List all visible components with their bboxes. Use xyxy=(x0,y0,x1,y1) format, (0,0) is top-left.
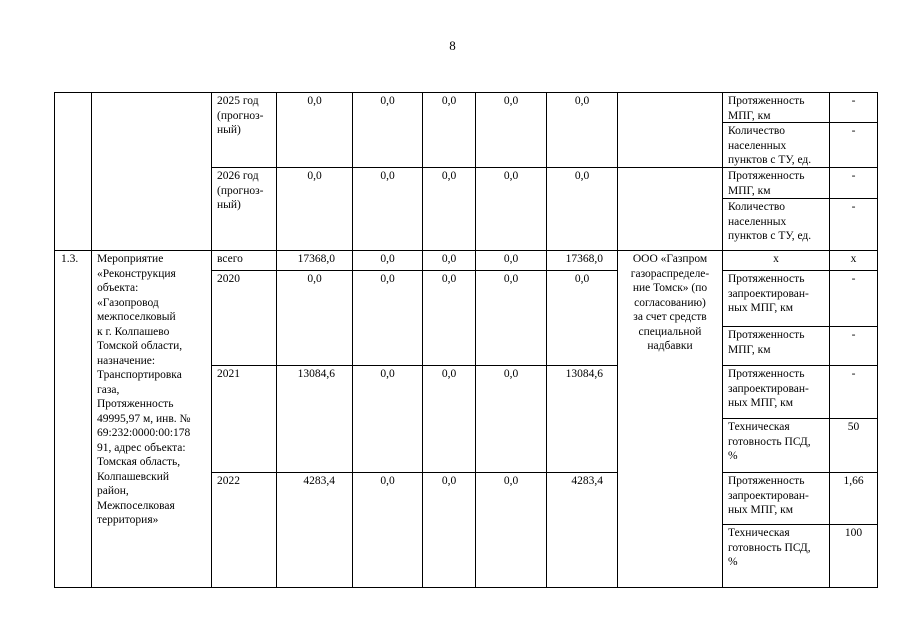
year-label: 2020 xyxy=(217,273,240,285)
indicator-name: х xyxy=(773,253,779,265)
indicator-name: Протяженность запроектирован- ных МПГ, км xyxy=(728,368,809,409)
value-cell: 13084,6 xyxy=(297,368,335,380)
indicator-value: 50 xyxy=(847,421,860,433)
value-cell: 0,0 xyxy=(574,170,590,182)
indicator-name: Протяженность МПГ, км xyxy=(728,170,805,197)
indicator-value: 100 xyxy=(844,527,863,539)
indicator-name: Протяженность запроектирован- ных МПГ, км xyxy=(728,273,809,314)
indicator-value: - xyxy=(851,95,856,107)
value-cell: 0,0 xyxy=(441,170,457,182)
year-label: 2026 год (прогноз- ный) xyxy=(217,170,264,211)
year-label: 2021 xyxy=(217,368,240,380)
year-label: 2025 год (прогноз- ный) xyxy=(217,95,264,136)
value-cell: 0,0 xyxy=(503,253,519,265)
value-cell: 0,0 xyxy=(503,475,519,487)
indicator-value: - xyxy=(851,201,856,213)
measure-description: Мероприятие «Реконструкция объекта: «Газопровод межпоселковый к г. Колпашево Томской области, назначение: Транспортировка газа, Протяженность 49995,97 м, инв. № 69:232:0000:00:178 91, адрес объекта: Томская область, Колпашевский район, Межпоселковая территория» xyxy=(97,253,191,526)
value-cell: 0,0 xyxy=(380,95,395,107)
indicator-value: х xyxy=(850,253,857,265)
indicator-name: Количество населенных пунктов с ТУ, ед. xyxy=(728,125,812,166)
indicator-name: Техническая готовность ПСД, % xyxy=(728,421,811,462)
value-cell: 0,0 xyxy=(441,253,457,265)
value-cell: 0,0 xyxy=(574,273,590,285)
value-cell: 4283,4 xyxy=(303,475,335,487)
indicator-value: - xyxy=(851,273,856,285)
value-cell: 0,0 xyxy=(380,273,395,285)
value-cell: 17368,0 xyxy=(565,253,603,265)
indicator-value: - xyxy=(851,329,856,341)
value-cell: 0,0 xyxy=(503,95,519,107)
indicator-name: Протяженность МПГ, км xyxy=(728,329,805,356)
value-cell: 0,0 xyxy=(307,170,322,182)
value-cell: 0,0 xyxy=(307,95,322,107)
value-cell: 13084,6 xyxy=(565,368,603,380)
indicator-value: - xyxy=(851,125,856,137)
value-cell: 0,0 xyxy=(441,368,457,380)
value-cell: 0,0 xyxy=(441,273,457,285)
value-cell: 0,0 xyxy=(503,368,519,380)
value-cell: 0,0 xyxy=(380,253,395,265)
row-number: 1.3. xyxy=(61,253,79,265)
value-cell: 0,0 xyxy=(574,95,590,107)
value-cell: 0,0 xyxy=(307,273,322,285)
indicator-name: Протяженность МПГ, км xyxy=(728,95,805,122)
indicator-value: - xyxy=(851,170,856,182)
value-cell: 0,0 xyxy=(441,95,457,107)
indicator-name: Количество населенных пунктов с ТУ, ед. xyxy=(728,201,812,242)
value-cell: 0,0 xyxy=(441,475,457,487)
indicator-name: Техническая готовность ПСД, % xyxy=(728,527,811,568)
value-cell: 4283,4 xyxy=(571,475,603,487)
indicator-name: Протяженность запроектирован- ных МПГ, км xyxy=(728,475,809,516)
executor: ООО «Газпром газораспределе- ние Томск» (по согласованию) за счет средств специальной надбавки xyxy=(630,253,710,352)
value-cell: 17368,0 xyxy=(297,253,335,265)
value-cell: 0,0 xyxy=(503,273,519,285)
page-number: 8 xyxy=(449,38,456,53)
value-cell: 0,0 xyxy=(503,170,519,182)
value-cell: 0,0 xyxy=(380,368,395,380)
indicator-value: - xyxy=(851,368,856,380)
total-label: всего xyxy=(217,253,243,265)
indicator-value: 1,66 xyxy=(843,475,864,487)
year-label: 2022 xyxy=(217,475,240,487)
value-cell: 0,0 xyxy=(380,170,395,182)
value-cell: 0,0 xyxy=(380,475,395,487)
